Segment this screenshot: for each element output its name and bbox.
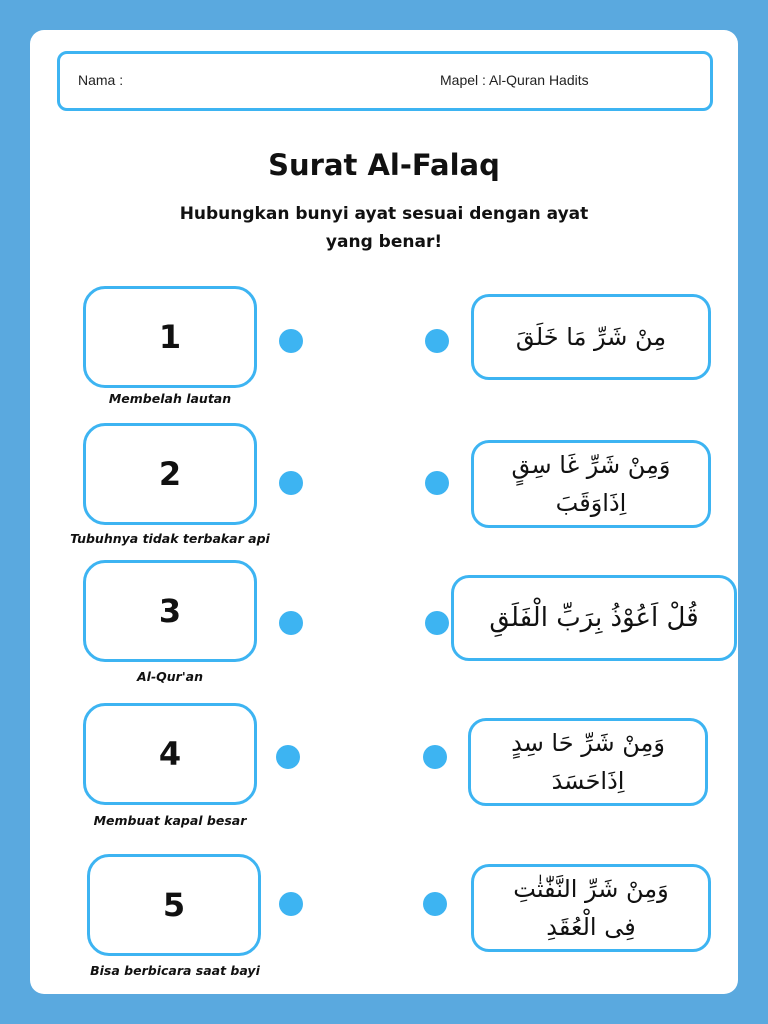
right-dot-1[interactable]	[425, 329, 449, 353]
instruction	[30, 200, 738, 256]
header-box	[57, 51, 713, 111]
ayah-2-line-1: وَمِنْ شَرِّ غَا سِقٍ	[511, 451, 671, 479]
ayah-box-4[interactable]	[468, 718, 708, 806]
ayah-3-line-1: قُلْ اَعُوْذُ بِرَبِّ الْفَلَقِ	[489, 603, 699, 633]
instruction-line-2: yang benar!	[325, 232, 443, 252]
ayah-5-line-1: وَمِنْ شَرِّ النَّفّٰثٰتِ	[513, 875, 669, 903]
right-dot-3[interactable]	[425, 611, 449, 635]
left-dot-2[interactable]	[279, 471, 303, 495]
ayah-4-line-2: اِذَاحَسَدَ	[551, 767, 625, 795]
number-box-3[interactable]: 3	[83, 560, 257, 662]
ayah-box-2[interactable]	[471, 440, 711, 528]
ayah-4-line-1: وَمِنْ شَرِّ حَا سِدٍ	[511, 729, 665, 757]
name-label: Nama :	[78, 72, 124, 88]
right-dot-4[interactable]	[423, 745, 447, 769]
left-dot-3[interactable]	[279, 611, 303, 635]
number-box-1[interactable]: 1	[83, 286, 257, 388]
caption-4: Membuat kapal besar	[93, 813, 247, 828]
subject-label: Mapel : Al-Quran Hadits	[440, 72, 589, 88]
ayah-5-line-2: فِى الْعُقَدِ	[546, 913, 636, 941]
caption-5: Bisa berbicara saat bayi	[90, 963, 260, 978]
worksheet	[30, 30, 738, 994]
left-dot-1[interactable]	[279, 329, 303, 353]
number-box-5[interactable]: 5	[87, 854, 261, 956]
instruction-line-1: Hubungkan bunyi ayat sesuai dengan ayat	[179, 204, 589, 224]
caption-3: Al-Qur'an	[137, 669, 203, 684]
page-title: Surat Al-Falaq	[268, 148, 500, 182]
left-dot-5[interactable]	[279, 892, 303, 916]
right-dot-2[interactable]	[425, 471, 449, 495]
left-dot-4[interactable]	[276, 745, 300, 769]
caption-2: Tubuhnya tidak terbakar api	[70, 531, 270, 546]
ayah-1-line-1: مِنْ شَرِّ مَا خَلَقَ	[515, 323, 667, 351]
number-box-4[interactable]: 4	[83, 703, 257, 805]
number-box-2[interactable]: 2	[83, 423, 257, 525]
ayah-box-3[interactable]	[451, 575, 737, 661]
ayah-2-line-2: اِذَاوَقَبَ	[555, 489, 627, 517]
ayah-box-1[interactable]	[471, 294, 711, 380]
right-dot-5[interactable]	[423, 892, 447, 916]
ayah-box-5[interactable]	[471, 864, 711, 952]
caption-1: Membelah lautan	[108, 391, 232, 406]
